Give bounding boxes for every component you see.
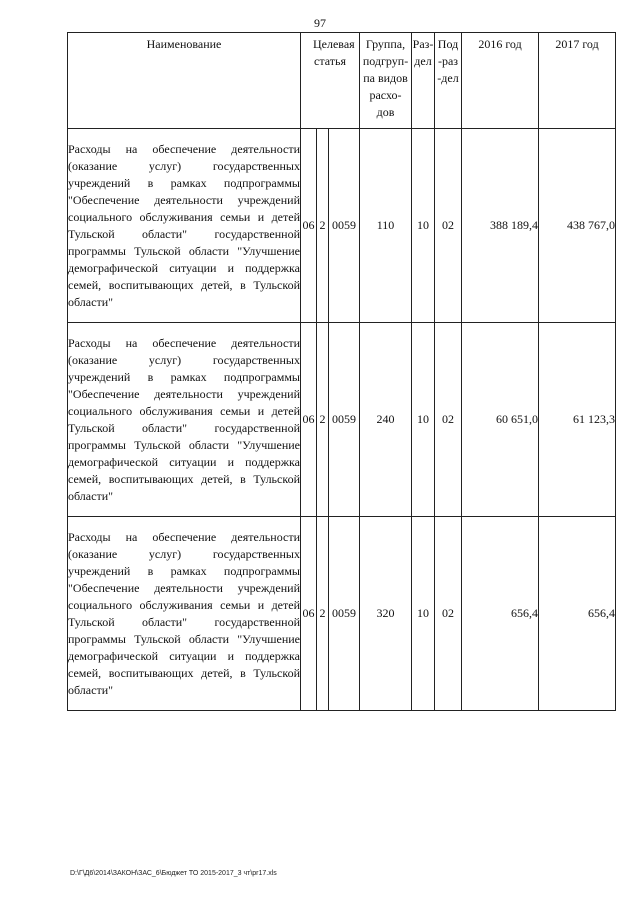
row-expense-group: 110 (360, 129, 412, 323)
row-code-direction: 0059 (329, 323, 360, 517)
row-value-2017: 656,4 (539, 517, 616, 711)
table-header-row (68, 33, 616, 129)
header-name: Наименование (68, 33, 301, 129)
row-name: Расходы на обеспечение деятельности (оказание услуг) государственных учреждений в рамках подпрограммы "Обеспечение деятельности учреждений социального обслуживания семьи и детей Тульской области" государственной программы Тульской области "Улучшение демографической ситуации и поддержка семей, воспитывающих детей, в Тульской области" (68, 323, 301, 517)
row-section: 10 (412, 129, 435, 323)
row-code-subprogram: 2 (317, 323, 329, 517)
row-section: 10 (412, 323, 435, 517)
row-name: Расходы на обеспечение деятельности (оказание услуг) государственных учреждений в рамках подпрограммы "Обеспечение деятельности учреждений социального обслуживания семьи и детей Тульской области" государственной программы Тульской области "Улучшение демографической ситуации и поддержка семей, воспитывающих детей, в Тульской области" (68, 129, 301, 323)
header-target-article: Целевая статья (301, 33, 360, 129)
row-code-subprogram: 2 (317, 129, 329, 323)
row-value-2016: 656,4 (462, 517, 539, 711)
header-expense-group: Группа, подгруп-па видов расхо-дов (360, 33, 412, 129)
row-subsection: 02 (435, 517, 462, 711)
file-path-footer: D:\Г\Д6\2014\ЗАКОН\ЗАС_6\Бюджет ТО 2015-2017_3 чт\pr17.xls (70, 870, 277, 877)
table-row (68, 517, 616, 711)
row-value-2017: 61 123,3 (539, 323, 616, 517)
row-name: Расходы на обеспечение деятельности (оказание услуг) государственных учреждений в рамках подпрограммы "Обеспечение деятельности учреждений социального обслуживания семьи и детей Тульской области" государственной программы Тульской области "Улучшение демографической ситуации и поддержка семей, воспитывающих детей, в Тульской области" (68, 517, 301, 711)
row-value-2016: 60 651,0 (462, 323, 539, 517)
row-code-direction: 0059 (329, 517, 360, 711)
table-row (68, 323, 616, 517)
row-section: 10 (412, 517, 435, 711)
row-value-2016: 388 189,4 (462, 129, 539, 323)
row-expense-group: 320 (360, 517, 412, 711)
row-code-subprogram: 2 (317, 517, 329, 711)
budget-table (67, 32, 616, 711)
row-code-program: 06 (301, 323, 317, 517)
row-code-program: 06 (301, 129, 317, 323)
row-value-2017: 438 767,0 (539, 129, 616, 323)
row-expense-group: 240 (360, 323, 412, 517)
header-year-2017: 2017 год (539, 33, 616, 129)
header-subsection: Под-раз-дел (435, 33, 462, 129)
table-row (68, 129, 616, 323)
header-year-2016: 2016 год (462, 33, 539, 129)
row-code-program: 06 (301, 517, 317, 711)
header-section: Раз-дел (412, 33, 435, 129)
row-subsection: 02 (435, 323, 462, 517)
page-number: 97 (314, 16, 326, 30)
row-subsection: 02 (435, 129, 462, 323)
row-code-direction: 0059 (329, 129, 360, 323)
